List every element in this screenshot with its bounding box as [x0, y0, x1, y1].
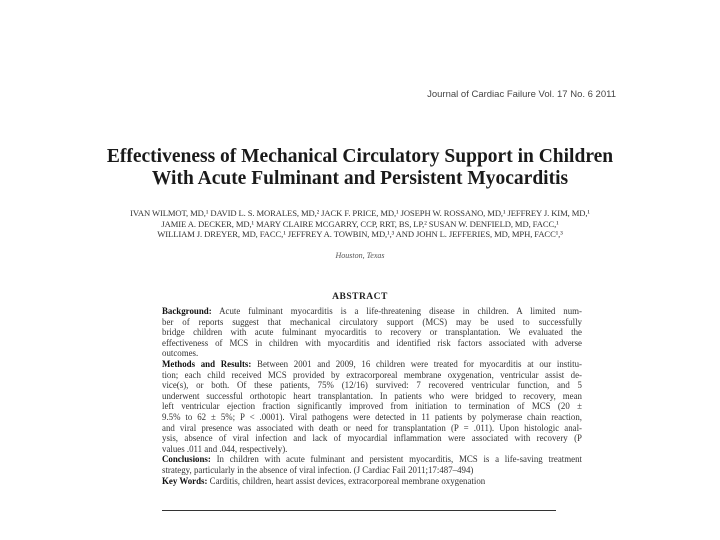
abstract-line: underwent successful orthotopic heart transplantation. In patients who were bridged to recovery, mean: [162, 390, 582, 401]
abstract-heading: ABSTRACT: [332, 292, 388, 302]
background-label: Background:: [162, 306, 212, 316]
keywords-label: Key Words:: [162, 475, 208, 486]
abstract-line: Conclusions: In children with acute fulminant and persistent myocarditis, MCS is a life-saving treatment: [162, 454, 582, 465]
abstract-line: 9.5% to 62 ± 5%; P < .0001). Viral pathogens were detected in 11 patients by polymerase chain reaction,: [162, 411, 582, 422]
keywords-line: Key Words: Carditis, children, heart assist devices, extracorporeal membrane oxygenation: [162, 475, 486, 486]
author-line: IVAN WILMOT, MD,¹ DAVID L. S. MORALES, MD,² JACK F. PRICE, MD,¹ JOSEPH W. ROSSANO, MD,¹ JEFFREY J. KIM, MD,¹: [130, 208, 590, 218]
title-line: Effectiveness of Mechanical Circulatory Support in Children: [106, 146, 614, 167]
abstract-body: [162, 306, 582, 486]
article-title: [0, 146, 720, 190]
author-line: JAMIE A. DECKER, MD,¹ MARY CLAIRE MCGARRY, CCP, RRT, BS, LP,² SUSAN W. DENFIELD, MD, FACC,¹: [161, 218, 559, 229]
abstract-line: outcomes.: [162, 348, 199, 359]
conclusions-label: Conclusions:: [162, 454, 211, 465]
author-list: [100, 208, 620, 240]
abstract-line: left ventricular ejection fraction significantly improved from initiation to termination of MCS (20 ±: [162, 401, 582, 412]
abstract-line: Methods and Results: Between 2001 and 2009, 16 children were treated for myocarditis at our institu-: [162, 358, 582, 369]
abstract-line: bridge children with acute fulminant myocarditis to recovery or transplantation. We evaluated the: [162, 327, 582, 338]
abstract-line: tion; each child received MCS provided by extracorporeal membrane oxygenation, ventricular assist de-: [162, 369, 582, 380]
author-line: WILLIAM J. DREYER, MD, FACC,¹ JEFFREY A. TOWBIN, MD,¹,³ AND JOHN L. JEFFERIES, MD, MPH, FACC¹,³: [157, 229, 563, 239]
abstract-line: and viral presence was associated with death or need for transplantation (P = .011). Upon histologic anal-: [162, 422, 582, 433]
abstract-line: vice(s), or both. Of these patients, 75% (12/16) survived: 7 recovered ventricular function, and 5: [162, 380, 582, 391]
abstract-line: ber of reports suggest that mechanical circulatory support (MCS) may be used to successfully: [162, 316, 582, 327]
author-location: Houston, Texas: [335, 251, 385, 260]
divider-rule: [162, 510, 556, 511]
journal-citation: Journal of Cardiac Failure Vol. 17 No. 6 2011: [427, 89, 616, 100]
title-line: With Acute Fulminant and Persistent Myocarditis: [151, 168, 569, 189]
abstract-line: Background: Acute fulminant myocarditis is a life-threatening disease in children. A limited num-: [162, 306, 583, 316]
methods-label: Methods and Results:: [162, 358, 252, 369]
abstract-line: effectiveness of MCS in children with myocarditis and identified risk factors associated with adverse: [162, 337, 582, 348]
abstract-line: ysis, absence of viral infection and lack of myocardial inflammation were associated with recovery (P: [162, 433, 582, 444]
abstract-line: values .011 and .044, respectively).: [162, 443, 288, 454]
abstract-line: strategy, particularly in the absence of viral infection. (J Cardiac Fail 2011;17:487–494): [162, 464, 474, 475]
